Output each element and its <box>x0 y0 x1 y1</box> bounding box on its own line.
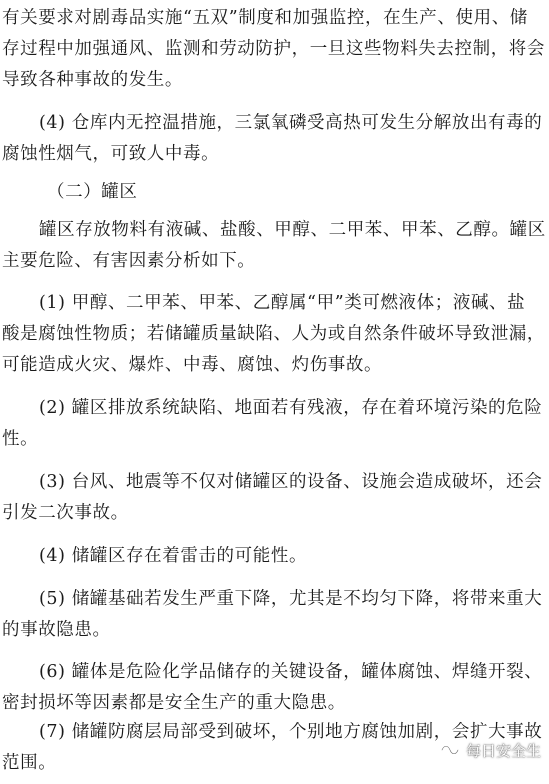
text-line: 罐区存放物料有液碱、盐酸、甲醇、二甲苯、甲苯、乙醇。罐区 <box>39 220 546 240</box>
text-line: 性。 <box>2 429 39 449</box>
text-line: (7) 储罐防腐层局部受到破坏，个别地方腐蚀加剧，会扩大事故 <box>39 722 543 742</box>
text-line: 腐蚀性烟气，可致人中毒。 <box>2 144 220 164</box>
text-line: 范围。 <box>2 753 57 773</box>
text-line: 引发二次事故。 <box>2 503 129 523</box>
text-line: 存过程中加强通风、监测和劳动防护，一旦这些物料失去控制，将会 <box>2 39 545 59</box>
text-line: 可能造成火灾、爆炸、中毒、腐蚀、灼伤事故。 <box>2 355 383 375</box>
text-line: (4) 储罐区存在着雷击的可能性。 <box>39 546 308 566</box>
wechat-channel-icon <box>440 742 460 758</box>
text-line: (1) 甲醇、二甲苯、甲苯、乙醇属“甲”类可燃液体；液碱、盐 <box>39 293 526 313</box>
text-line: (2) 罐区排放系统缺陷、地面若有残液，存在着环境污染的危险 <box>39 398 543 418</box>
text-line: 酸是腐蚀性物质；若储罐质量缺陷、人为或自然条件破坏导致泄漏， <box>2 324 545 344</box>
text-line: 主要危险、有害因素分析如下。 <box>2 251 256 271</box>
text-line: 导致各种事故的发生。 <box>2 70 183 90</box>
watermark <box>440 738 541 762</box>
watermark-text: 每日安全生 <box>465 741 541 760</box>
text-line: 密封损坏等因素都是安全生产的重大隐患。 <box>2 693 346 713</box>
section-heading: （二）罐区 <box>47 182 138 202</box>
text-line: (5) 储罐基础若发生严重下降，尤其是不均匀下降，将带来重大 <box>39 589 543 609</box>
text-line: (3) 台风、地震等不仅对储罐区的设备、设施会造成破坏，还会 <box>39 472 543 492</box>
text-line: (4) 仓库内无控温措施，三氯氧磷受高热可发生分解放出有毒的 <box>39 113 543 133</box>
text-line: 的事故隐患。 <box>2 620 111 640</box>
text-line: 有关要求对剧毒品实施“五双”制度和加强监控，在生产、使用、储 <box>2 8 528 28</box>
text-line: (6) 罐体是危险化学品储存的关键设备，罐体腐蚀、焊缝开裂、 <box>39 662 543 682</box>
